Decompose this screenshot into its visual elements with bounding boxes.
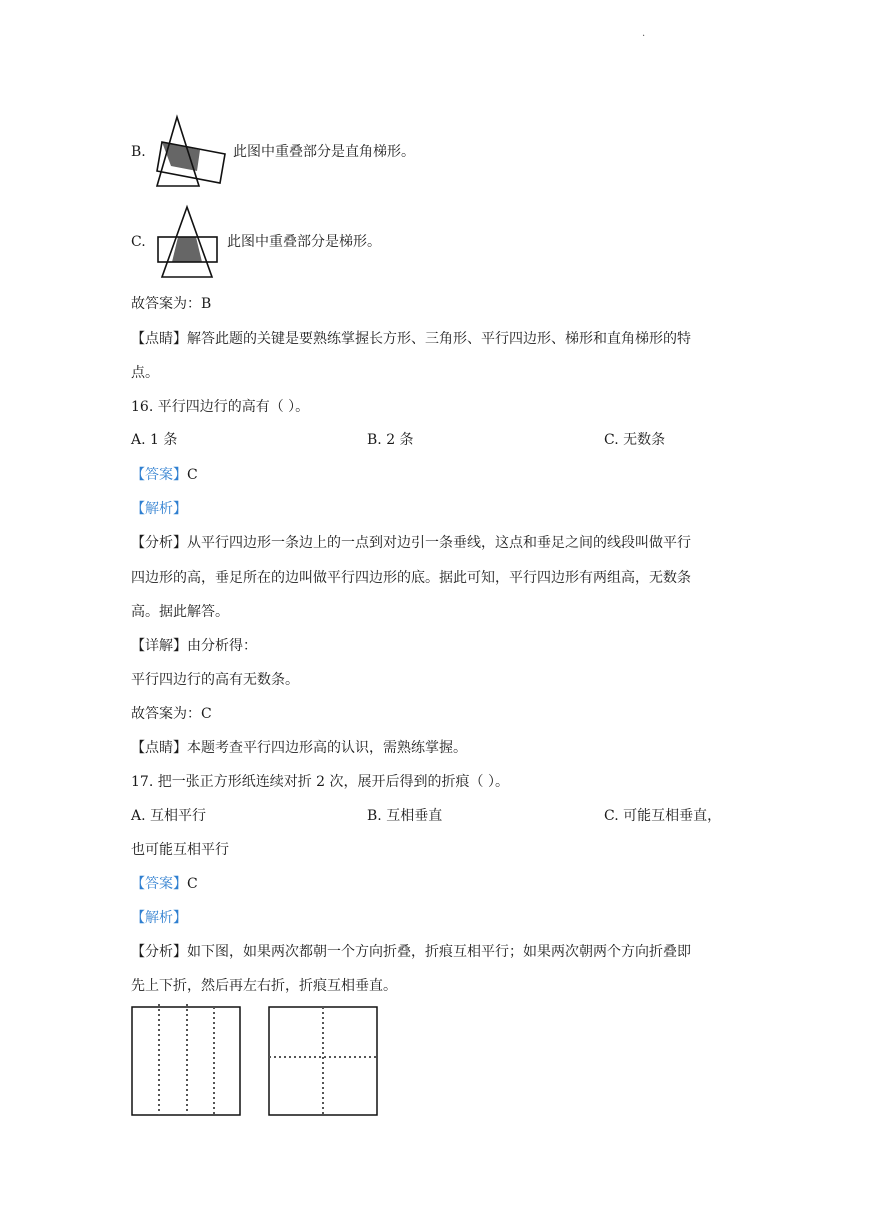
option-c-text: 此图中重叠部分是梯形。 (227, 234, 381, 250)
q17-option-b: B. 互相垂直 (367, 808, 443, 824)
tip-text: 本题考查平行四边形高的认识，需熟练掌握。 (187, 740, 467, 756)
q16-tip-line (131, 738, 467, 758)
option-b-label: B. (131, 144, 146, 160)
option-b-text: 此图中重叠部分是直角梯形。 (233, 144, 415, 160)
q16-option-a: A. 1 条 (131, 432, 178, 448)
q16-answer-line: 故答案为：C (131, 706, 212, 722)
q16-option-b: B. 2 条 (367, 432, 414, 448)
fenxi-tag: 【分析】 (131, 535, 187, 551)
q15-tip-line-2: 点。 (131, 365, 159, 381)
xiangjie-tag: 【详解】 (131, 638, 187, 654)
q16-fenxi-line-1 (131, 533, 691, 553)
option-c-label: C. (131, 234, 146, 250)
fenxi-text: 如下图，如果两次都朝一个方向折叠，折痕互相平行；如果两次朝两个方向折叠即 (187, 944, 691, 960)
q17-option-a: A. 互相平行 (131, 808, 207, 824)
q16-analysis-tag: 【解析】 (131, 501, 187, 517)
q16-question: 16. 平行四边行的高有（ ）。 (131, 399, 310, 415)
answer-value: C (187, 467, 198, 483)
q16-fenxi-line-2: 四边形的高，垂足所在的边叫做平行四边形的底。据此可知，平行四边形有两组高，无数条 (131, 570, 691, 586)
q17-analysis-tag: 【解析】 (131, 910, 187, 926)
tip-tag: 【点睛】 (131, 331, 187, 347)
answer-tag: 【答案】 (131, 876, 187, 892)
tip-text: 解答此题的关键是要熟练掌握长方形、三角形、平行四边形、梯形和直角梯形的特 (187, 331, 691, 347)
q16-xiangjie-line-2: 平行四边行的高有无数条。 (131, 672, 299, 688)
q15-tip-line-1 (131, 329, 691, 349)
fold-diagram-parallel (131, 1004, 243, 1118)
overlap-figure-c (152, 205, 222, 280)
q17-question: 17. 把一张正方形纸连续对折 2 次，展开后得到的折痕（ ）。 (131, 774, 509, 790)
xiangjie-text: 由分析得： (187, 638, 257, 654)
q16-option-c: C. 无数条 (604, 432, 666, 448)
q16-answer (131, 465, 198, 485)
q17-fenxi-line-2: 先上下折，然后再左右折，折痕互相垂直。 (131, 978, 397, 994)
page-mark: . (642, 28, 646, 39)
q16-fenxi-line-3: 高。据此解答。 (131, 604, 229, 620)
overlap-figure-b (150, 115, 230, 190)
fold-diagram-perpendicular (268, 1004, 380, 1118)
q17-fenxi-line-1 (131, 942, 691, 962)
q17-answer (131, 874, 198, 894)
q15-answer-line: 故答案为：B (131, 296, 212, 312)
q17-option-c: C. 可能互相垂直， (604, 808, 722, 824)
fenxi-tag: 【分析】 (131, 944, 187, 960)
answer-tag: 【答案】 (131, 467, 187, 483)
answer-value: C (187, 876, 198, 892)
q17-option-c-cont: 也可能互相平行 (131, 842, 229, 858)
q16-xiangjie-line-1 (131, 636, 257, 656)
fenxi-text: 从平行四边形一条边上的一点到对边引一条垂线，这点和垂足之间的线段叫做平行 (187, 535, 691, 551)
tip-tag: 【点睛】 (131, 740, 187, 756)
